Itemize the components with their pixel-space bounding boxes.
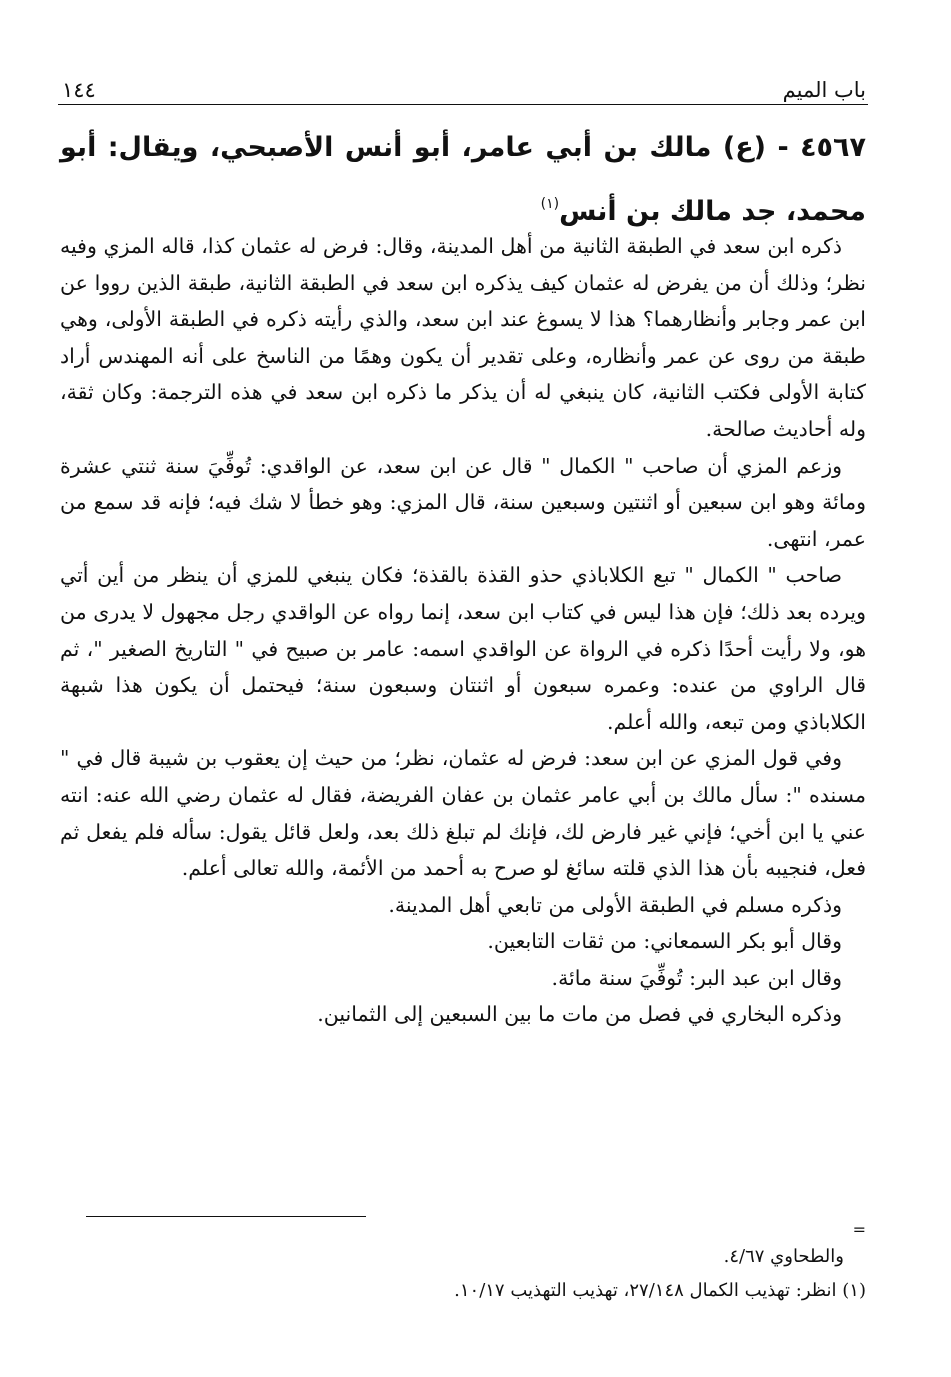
paragraph: ذكره ابن سعد في الطبقة الثانية من أهل المدينة، وقال: فرض له عثمان كذا، قاله المزي وفيه نظر؛ وذلك أن من يفرض له عثمان كيف يذكره ابن سعد في الطبقة الثانية، طبقة الذين رووا عن ابن عمر وجابر وأنظارهما؟ هذا لا يسوغ عند ابن سعد، والذي رأيته ذكره في الطبقة الأولى، وهي طبقة من روى عن عمر وأنظاره، وعلى تقدير أن يكون وهمًا من الناسخ على أنه المهندس أراد كتابة الأولى فكتب الثانية، كان ينبغي له أن يذكر ما ذكره ابن سعد في هذه الترجمة: وكان ثقة، وله أحاديث صالحة. [60, 234, 866, 441]
entry-title-text: ٤٥٦٧ - (ع) مالك بن أبي عامر، أبو أنس الأصبحي، ويقال: أبو محمد، جد مالك بن أنس [60, 132, 866, 227]
chapter-title: باب الميم [782, 78, 866, 102]
paragraph: وذكره البخاري في فصل من مات ما بين السبعين إلى الثمانين. [317, 1002, 842, 1027]
footnote-continuation-marker: = [852, 1220, 866, 1239]
running-header [62, 66, 866, 102]
footnote-1: (١) انظر: تهذيب الكمال ٢٧/١٤٨، تهذيب التهذيب ١٠/١٧. [454, 1280, 866, 1301]
paragraph: وذكره مسلم في الطبقة الأولى من تابعي أهل المدينة. [388, 892, 842, 917]
footnotes [60, 1240, 866, 1308]
footnote-reference: (١) [540, 196, 560, 212]
paragraph: صاحب " الكمال " تبع الكلاباذي حذو القذة بالقذة؛ فكان ينبغي للمزي أن ينظر من أين أتي ويرده بعد ذلك؛ فإن هذا ليس في كتاب ابن سعد، إنما رواه عن الواقدي رجل مجهول لا يدرى من هو، ولا رأيت أحدًا ذكره في الرواة عن الواقدي اسمه: عامر بن صبيح في " التاريخ الصغير "، ثم قال الراوي من عنده: وعمره سبعون أو اثنتان وسبعون سنة؛ فيحتمل أن يكون هذا شبهة الكلاباذي ومن تبعه، والله أعلم. [60, 563, 867, 734]
paragraph: وفي قول المزي عن ابن سعد: فرض له عثمان، نظر؛ من حيث إن يعقوب بن شيبة قال في " مسنده ": سأل مالك بن أبي عامر عثمان بن عفان الفريضة، فقال له عثمان رضي الله عنه: انته عني يا ابن أخي؛ فإني غير فارض لك، فإنك لم تبلغ ذلك بعد، ولعل قائل يقول: سأله فلم يفعل ثم فعل، فنجيبه بأن هذا الذي قلته سائغ لو صرح به أحمد من الأئمة، والله تعالى أعلم. [60, 746, 866, 881]
header-rule [58, 104, 868, 105]
footnote-separator [86, 1216, 366, 1217]
page-number: ١٤٤ [62, 78, 96, 102]
entry-heading [60, 120, 866, 240]
paragraph: وقال أبو بكر السمعاني: من ثقات التابعين. [487, 929, 842, 954]
paragraph: وزعم المزي أن صاحب " الكمال " قال عن ابن سعد، عن الواقدي: تُوفِّيَ سنة ثنتي عشرة ومائة وهو ابن سبعين أو اثنتين وسبعين سنة، قال المزي: وهو خطأ لا شك فيه؛ فإنه قد سمع من عمر، انتهى. [60, 453, 866, 551]
entry-body [60, 228, 866, 1033]
paragraph: وقال ابن عبد البر: تُوفِّيَ سنة مائة. [551, 965, 842, 990]
footnote-continuation: والطحاوي ٤/٦٧. [723, 1246, 844, 1267]
